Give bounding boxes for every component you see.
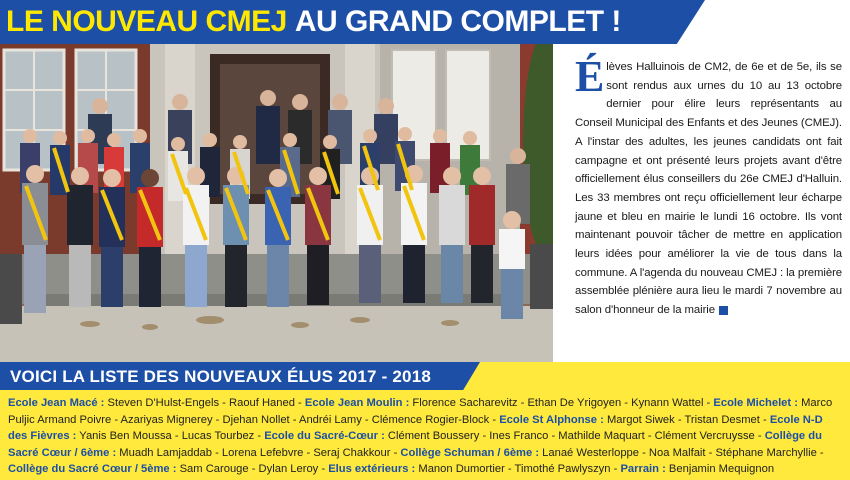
school-name: Ecole Jean Macé : (8, 397, 105, 409)
list-entry (620, 463, 774, 475)
student-names: Margot Siwek - Tristan Desmet - (603, 413, 770, 426)
student-names: Sam Carouge - Dylan Leroy - (176, 463, 329, 475)
list-entry (305, 397, 714, 409)
article (553, 44, 850, 362)
student-names: Muadh Lamjaddab - Lorena Lefebvre - Seraj Chakkour - (116, 446, 401, 459)
group-photo (0, 44, 553, 362)
article-body (575, 52, 843, 320)
student-names: Marco Puljic Armand Poivre - Azariyas Mignerey - Djehan Nollet - Andréi Lamy - Clémence Rogier-Block - (8, 397, 833, 426)
list-entry (264, 430, 765, 442)
school-name: Collège du Sacré Cœur / 6ème : (8, 430, 822, 459)
school-name: Ecole du Sacré-Cœur : (264, 430, 385, 442)
list-entry (328, 463, 620, 475)
school-name: Ecole Michelet : (713, 397, 798, 409)
drop-cap: É (575, 52, 605, 101)
page-title (6, 4, 621, 40)
school-name: Elus extérieurs : (328, 463, 416, 475)
list-entry (8, 463, 328, 475)
student-names: Lanaé Westerloppe - Noa Malfait - Stéphane Marchyllie - (539, 446, 824, 459)
student-names: Manon Dumortier - Timothé Pawlyszyn - (415, 463, 621, 475)
school-name: Parrain : (620, 463, 666, 475)
student-names: Benjamin Mequignon (665, 463, 775, 475)
student-names: Yanis Ben Moussa - Lucas Tourbez - (76, 430, 265, 442)
school-name: Collège Schuman / 6ème : (400, 446, 540, 459)
student-names: Clément Boussery - Ines Franco - Mathilde Maquart - Clément Vercruysse - (384, 430, 765, 442)
end-mark-icon (719, 306, 728, 315)
school-name: Collège du Sacré Cœur / 5ème : (8, 463, 177, 475)
article-text: lèves Halluinois de CM2, de 6e et de 5e, ils se sont rendus aux urnes du 10 au 13 octobre dernier pour élire leurs représentants au Conseil Municipal des Enfants et des Jeunes (CMEJ). A l'instar des adultes, les jeunes candidats ont fait campagne et ont présenté leurs projets avant d'être officiellement élus conseillers du 26e CMEJ d'Halluin. Les 33 membres ont reçu officiellement leur écharpe jaune et bleu en mairie le lundi 16 octobre. Ils vont maintenant pouvoir tâcher de mettre en application leurs idées pour améliorer la vie de tous dans la commune. A l'agenda du nouveau CMEJ : la première assemblée plénière aura lieu le mardi 7 novembre au salon d'honneur de la mairie (575, 61, 843, 317)
title-part-2: AU GRAND COMPLET ! (294, 5, 621, 38)
elected-list (8, 395, 844, 478)
school-name: Ecole N-D des Fièvres : (8, 413, 823, 442)
list-entry (8, 397, 305, 409)
header (0, 0, 850, 44)
list-title: VOICI LA LISTE DES NOUVEAUX ÉLUS 2017 - 2018 (10, 367, 432, 386)
title-part-1: LE NOUVEAU CMEJ (6, 5, 287, 38)
list-entry (400, 447, 823, 459)
school-name: Ecole Jean Moulin : (304, 397, 410, 409)
school-name: Ecole St Alphonse : (499, 413, 604, 426)
list-entry (499, 414, 770, 426)
student-names: Steven D'Hulst-Engels - Raouf Haned - (104, 397, 305, 409)
student-names: Florence Sacharevitz - Ethan De Yrigoyen - Kynann Wattel - (409, 397, 714, 409)
